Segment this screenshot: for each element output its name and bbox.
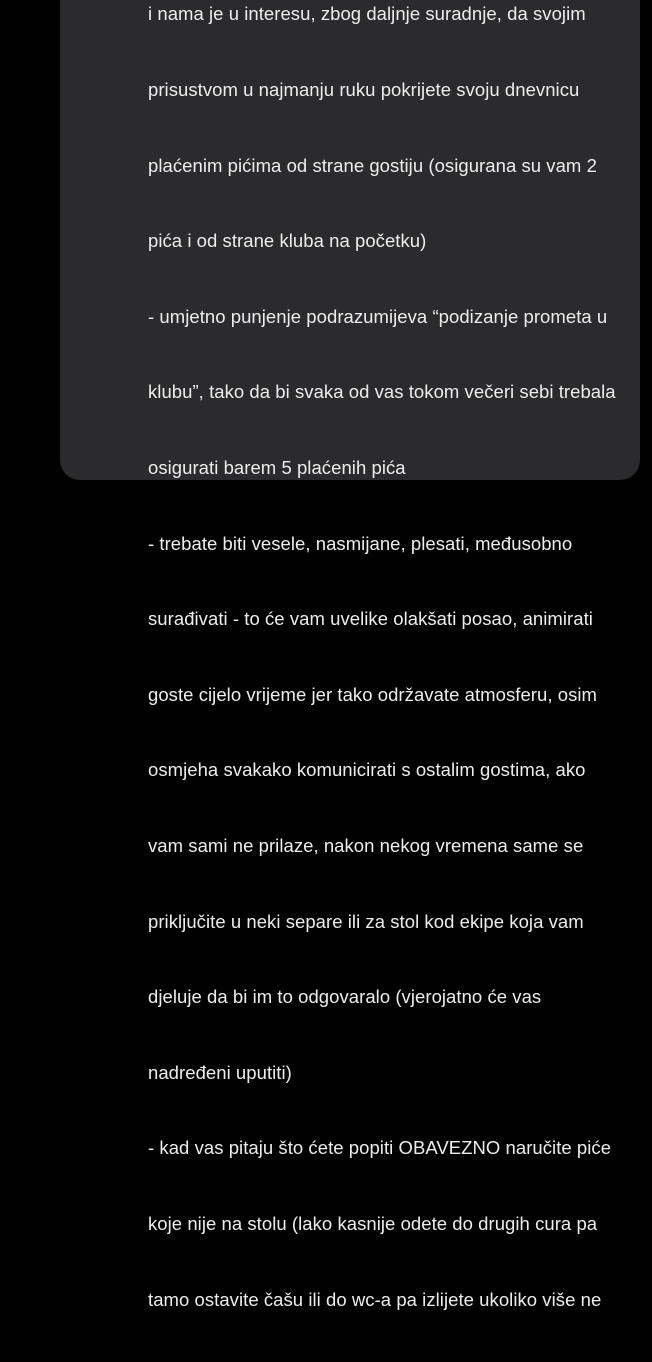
message-line: surađivati - to će vam uvelike olakšati posao, animirati — [148, 608, 593, 630]
message-line: osmjeha svakako komunicirati s ostalim gostima, ako — [148, 759, 586, 781]
message-line: koje nije na stolu (lako kasnije odete do drugih cura pa — [148, 1212, 598, 1234]
message-line: - kad vas pitaju što ćete popiti OBAVEZNO naručite piće — [148, 1137, 612, 1159]
message-line: djeluje da bi im to odgovaralo (vjerojatno će vas — [148, 986, 542, 1008]
message-text — [148, 0, 616, 1362]
message-line: klubu”, tako da bi svaka od vas tokom večeri sebi trebala — [148, 381, 616, 403]
message-line: osigurati barem 5 plaćenih pića — [148, 456, 406, 478]
message-line: priključite u neki separe ili za stol kod ekipe koja vam — [148, 910, 584, 932]
message-line: - trebate biti vesele, nasmijane, plesati, međusobno — [148, 532, 573, 554]
message-line: i nama je u interesu, zbog daljnje suradnje, da svojim — [148, 3, 586, 25]
message-line: - umjetno punjenje podrazumijeva “podizanje prometa u — [148, 305, 608, 327]
message-line: goste cijelo vrijeme jer tako održavate atmosferu, osim — [148, 683, 597, 705]
message-line: plaćenim pićima od strane gostiju (osigurana su vam 2 — [148, 154, 597, 176]
message-line: vam sami ne prilaze, nakon nekog vremena same se — [148, 834, 584, 856]
message-line: pića i od strane kluba na početku) — [148, 230, 427, 252]
message-line: prisustvom u najmanju ruku pokrijete svoju dnevnicu — [148, 79, 580, 100]
message-bubble[interactable] — [60, 0, 640, 1310]
message-line: tamo ostavite čašu ili do wc-a pa izlijete ukoliko više ne — [148, 1288, 602, 1310]
message-line: nadređeni uputiti) — [148, 1061, 292, 1083]
